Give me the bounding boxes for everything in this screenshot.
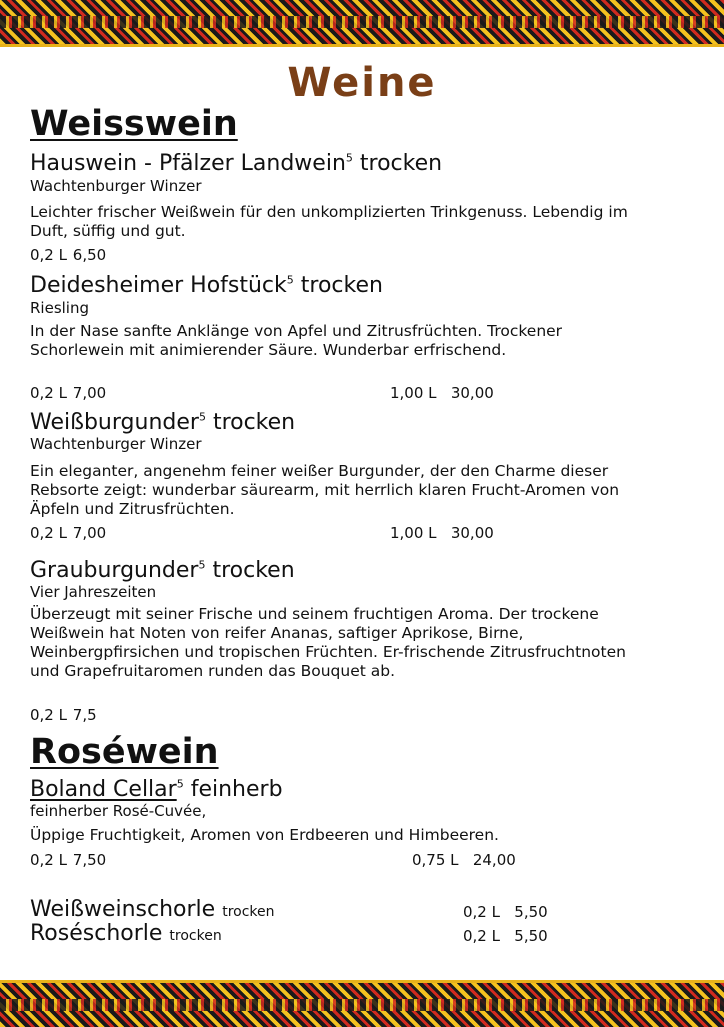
price-value: 30,00 bbox=[450, 524, 494, 542]
wine-style: trocken bbox=[359, 151, 443, 176]
price-item bbox=[412, 851, 516, 869]
price-volume: 0,2 L bbox=[463, 903, 500, 921]
price-item bbox=[463, 903, 548, 921]
price-volume: 0,75 L bbox=[412, 851, 459, 869]
wine-producer: Riesling bbox=[30, 299, 89, 317]
wine-description: In der Nase sanfte Anklänge von Apfel und Zitrusfrüchten. Trockener Schorlewein mit animierender Säure. Wunderbar erfrischend. bbox=[30, 322, 563, 359]
price-value: 24,00 bbox=[472, 851, 516, 869]
wine-name-text: Grauburgunder bbox=[30, 558, 199, 583]
page-title: Weine bbox=[287, 60, 437, 106]
price-volume: 0,2 L bbox=[30, 524, 67, 542]
wine-name-text: Deidesheimer Hofstück bbox=[30, 273, 287, 298]
price-volume: 0,2 L bbox=[463, 927, 500, 945]
footnote-marker: 5 bbox=[176, 777, 184, 791]
wine-name bbox=[30, 558, 295, 583]
price-value: 5,50 bbox=[514, 903, 548, 921]
wine-style: feinherb bbox=[190, 777, 283, 802]
price-volume: 1,00 L bbox=[390, 384, 437, 402]
wine-name-text: Hauswein - Pfälzer Landwein bbox=[30, 151, 346, 176]
wine-producer: Wachtenburger Winzer bbox=[30, 177, 202, 195]
price-item bbox=[390, 524, 494, 542]
price-value: 30,00 bbox=[450, 384, 494, 402]
price-value: 6,50 bbox=[72, 246, 107, 264]
price-value: 7,00 bbox=[72, 384, 107, 402]
wine-name bbox=[30, 410, 295, 435]
wine-producer: Vier Jahreszeiten bbox=[30, 583, 157, 601]
footnote-marker: 5 bbox=[198, 558, 206, 572]
wine-style: trocken bbox=[212, 558, 295, 583]
schorle-item bbox=[30, 897, 275, 922]
schorle-name: Roséschorle bbox=[30, 921, 163, 946]
price-volume: 0,2 L bbox=[30, 851, 67, 869]
price-item bbox=[30, 246, 106, 264]
wine-description: Überzeugt mit seiner Frische und seinem fruchtigen Aroma. Der trockene Weißwein hat Noten von reifer Ananas, saftiger Aprikose, Birne, Weinbergpfirsichen und tropischen Früchten. Er-frischende Zitrusfruchtnoten und Grapefruitaromen runden das Bouquet ab. bbox=[30, 605, 626, 680]
wine-name bbox=[30, 273, 383, 298]
price-value: 7,5 bbox=[72, 706, 97, 724]
schorle-style: trocken bbox=[169, 928, 222, 944]
price-volume: 0,2 L bbox=[30, 246, 67, 264]
footnote-marker: 5 bbox=[345, 151, 353, 165]
wine-producer: feinherber Rosé-Cuvée, bbox=[30, 802, 207, 820]
price-volume: 1,00 L bbox=[390, 524, 437, 542]
price-value: 5,50 bbox=[514, 927, 548, 945]
decorative-border-bottom bbox=[0, 980, 724, 1027]
wine-name bbox=[30, 151, 442, 176]
price-volume: 0,2 L bbox=[30, 706, 67, 724]
wine-name bbox=[30, 777, 283, 802]
wine-name-text: Boland Cellar bbox=[30, 777, 177, 802]
wine-description: Ein eleganter, angenehm feiner weißer Burgunder, der den Charme dieser Rebsorte zeigt: wunderbar säurearm, mit herrlich klaren Frucht-Aromen von Äpfeln und Zitrusfrüchten. bbox=[30, 462, 620, 518]
wine-description: Üppige Fruchtigkeit, Aromen von Erdbeeren und Himbeeren. bbox=[30, 826, 499, 844]
section-title-weisswein: Weisswein bbox=[30, 104, 238, 144]
price-item bbox=[30, 384, 106, 402]
price-value: 7,50 bbox=[72, 851, 107, 869]
price-item bbox=[390, 384, 494, 402]
price-value: 7,00 bbox=[72, 524, 107, 542]
decorative-border-top bbox=[0, 0, 724, 47]
section-title-rosewein: Roséwein bbox=[30, 732, 219, 772]
schorle-name: Weißweinschorle bbox=[30, 897, 216, 922]
price-item bbox=[30, 706, 97, 724]
schorle-item bbox=[30, 921, 222, 946]
wine-name-text: Weißburgunder bbox=[30, 410, 199, 435]
wine-style: trocken bbox=[300, 273, 383, 298]
footnote-marker: 5 bbox=[286, 273, 294, 287]
schorle-style: trocken bbox=[222, 904, 275, 920]
price-item bbox=[463, 927, 548, 945]
footnote-marker: 5 bbox=[198, 410, 206, 424]
price-item bbox=[30, 524, 106, 542]
price-item bbox=[30, 851, 106, 869]
wine-producer: Wachtenburger Winzer bbox=[30, 435, 202, 453]
price-volume: 0,2 L bbox=[30, 384, 67, 402]
wine-description: Leichter frischer Weißwein für den unkomplizierten Trinkgenuss. Lebendig im Duft, süffig und gut. bbox=[30, 203, 628, 240]
wine-style: trocken bbox=[212, 410, 296, 435]
